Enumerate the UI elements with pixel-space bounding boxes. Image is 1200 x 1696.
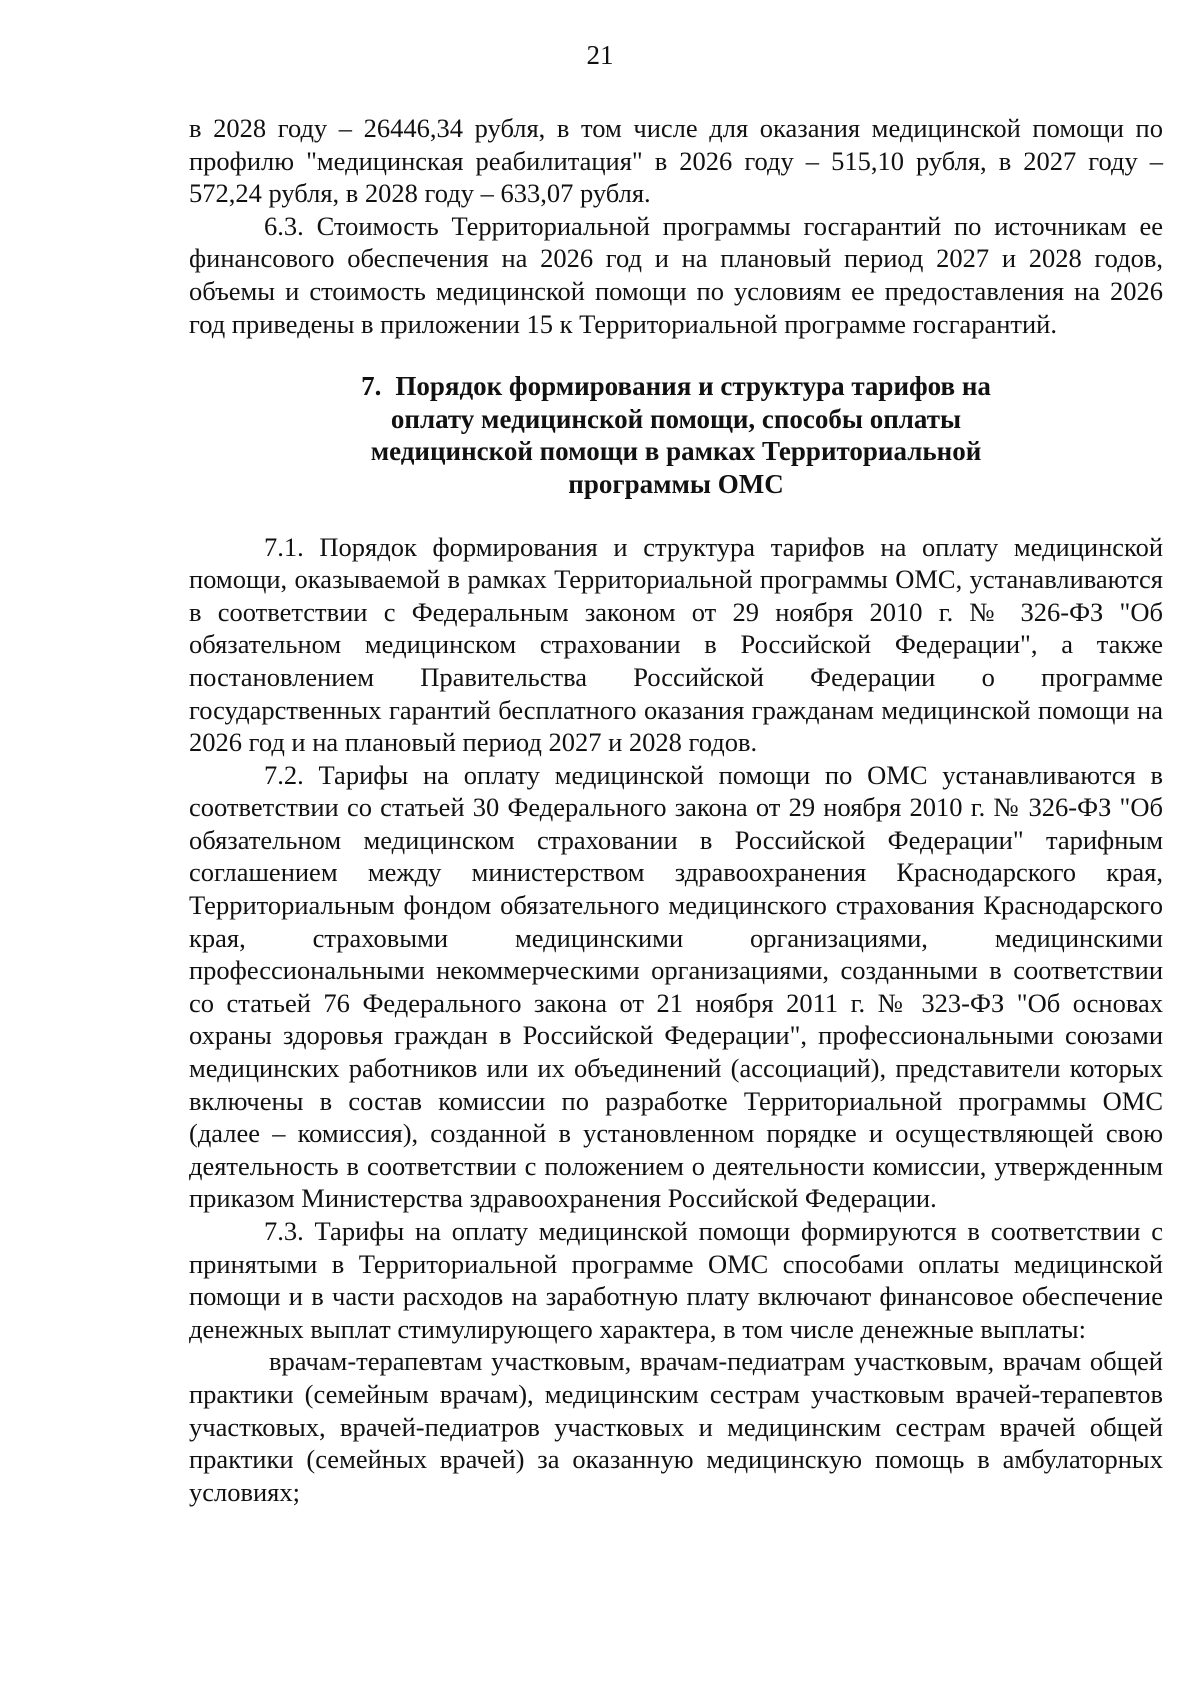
- paragraph-7-1: 7.1. Порядок формирования и структура тарифов на оплату медицинской помощи, оказываемой в рамках Территориальной программы ОМС, устанавливаются в соответствии с Федеральным законом от 29 ноября 2010 г. № 326-ФЗ "Об обязательном медицинском страховании в Российской Федерации", а также постановлением Правительства Российской Федерации о программе государственных гарантий бесплатного оказания гражданам медицинской помощи на 2026 год и на плановый период 2027 и 2028 годов.: [189, 531, 1163, 758]
- paragraph-6-3: 6.3. Стоимость Территориальной программы госгарантий по источникам ее финансового обеспечения на 2026 год и на плановый период 2027 и 2028 годов, объемы и стоимость медицинской помощи по условиям ее предоставления на 2026 год приведены в приложении 15 к Территориальной программе госгарантий.: [189, 210, 1163, 339]
- paragraph-7-3: 7.3. Тарифы на оплату медицинской помощи формируются в соответствии с принятыми в Территориальной программе ОМС способами оплаты медицинской помощи и в части расходов на заработную плату включают финансовое обеспечение денежных выплат стимулирующего характера, в том числе денежные выплаты:: [189, 1216, 1163, 1344]
- document-body: [189, 112, 1163, 1508]
- paragraph-continuation: в 2028 году – 26446,34 рубля, в том числе для оказания медицинской помощи по профилю "медицинская реабилитация" в 2026 году – 515,10 рубля, в 2027 году – 572,24 рубля, в 2028 году – 633,07 рубля.: [189, 113, 1163, 209]
- page-number: 21: [586, 40, 614, 70]
- section-7-title: Порядок формирования и структура тарифов на оплату медицинской помощи, способы оплаты медицинской помощи в рамках Территориальной программы ОМС: [370, 371, 991, 499]
- paragraph-7-3-item: врачам-терапевтам участковым, врачам-педиатрам участковым, врачам общей практики (семейным врачам), медицинским сестрам участковым врачей-терапевтов участковых, врачей-педиатров участковых и медицинским сестрам врачей общей практики (семейных врачей) за оказанную медицинскую помощь в амбулаторных условиях;: [189, 1346, 1163, 1507]
- section-7-number: 7.: [361, 371, 382, 402]
- paragraph-7-2: 7.2. Тарифы на оплату медицинской помощи по ОМС устанавливаются в соответствии со статьей 30 Федерального закона от 29 ноября 2010 г. № 326-ФЗ "Об обязательном медицинском страховании в Российской Федерации" тарифным соглашением между министерством здравоохранения Краснодарского края, Территориальным фондом обязательного медицинского страхования Краснодарского края, страховыми медицинскими организациями, медицинскими профессиональными некоммерческими организациями, созданными в соответствии со статьей 76 Федерального закона от 21 ноября 2011 г. № 323-ФЗ "Об основах охраны здоровья граждан в Российской Федерации", профессиональными союзами медицинских работников или их объединений (ассоциаций), представители которых включены в состав комиссии по разработке Территориальной программы ОМС (далее – комиссия), созданной в установленном порядке и осуществляющей свою деятельность в соответствии с положением о деятельности комиссии, утвержденным приказом Министерства здравоохранения Российской Федерации.: [189, 759, 1163, 1214]
- section-7-heading: [189, 370, 1163, 500]
